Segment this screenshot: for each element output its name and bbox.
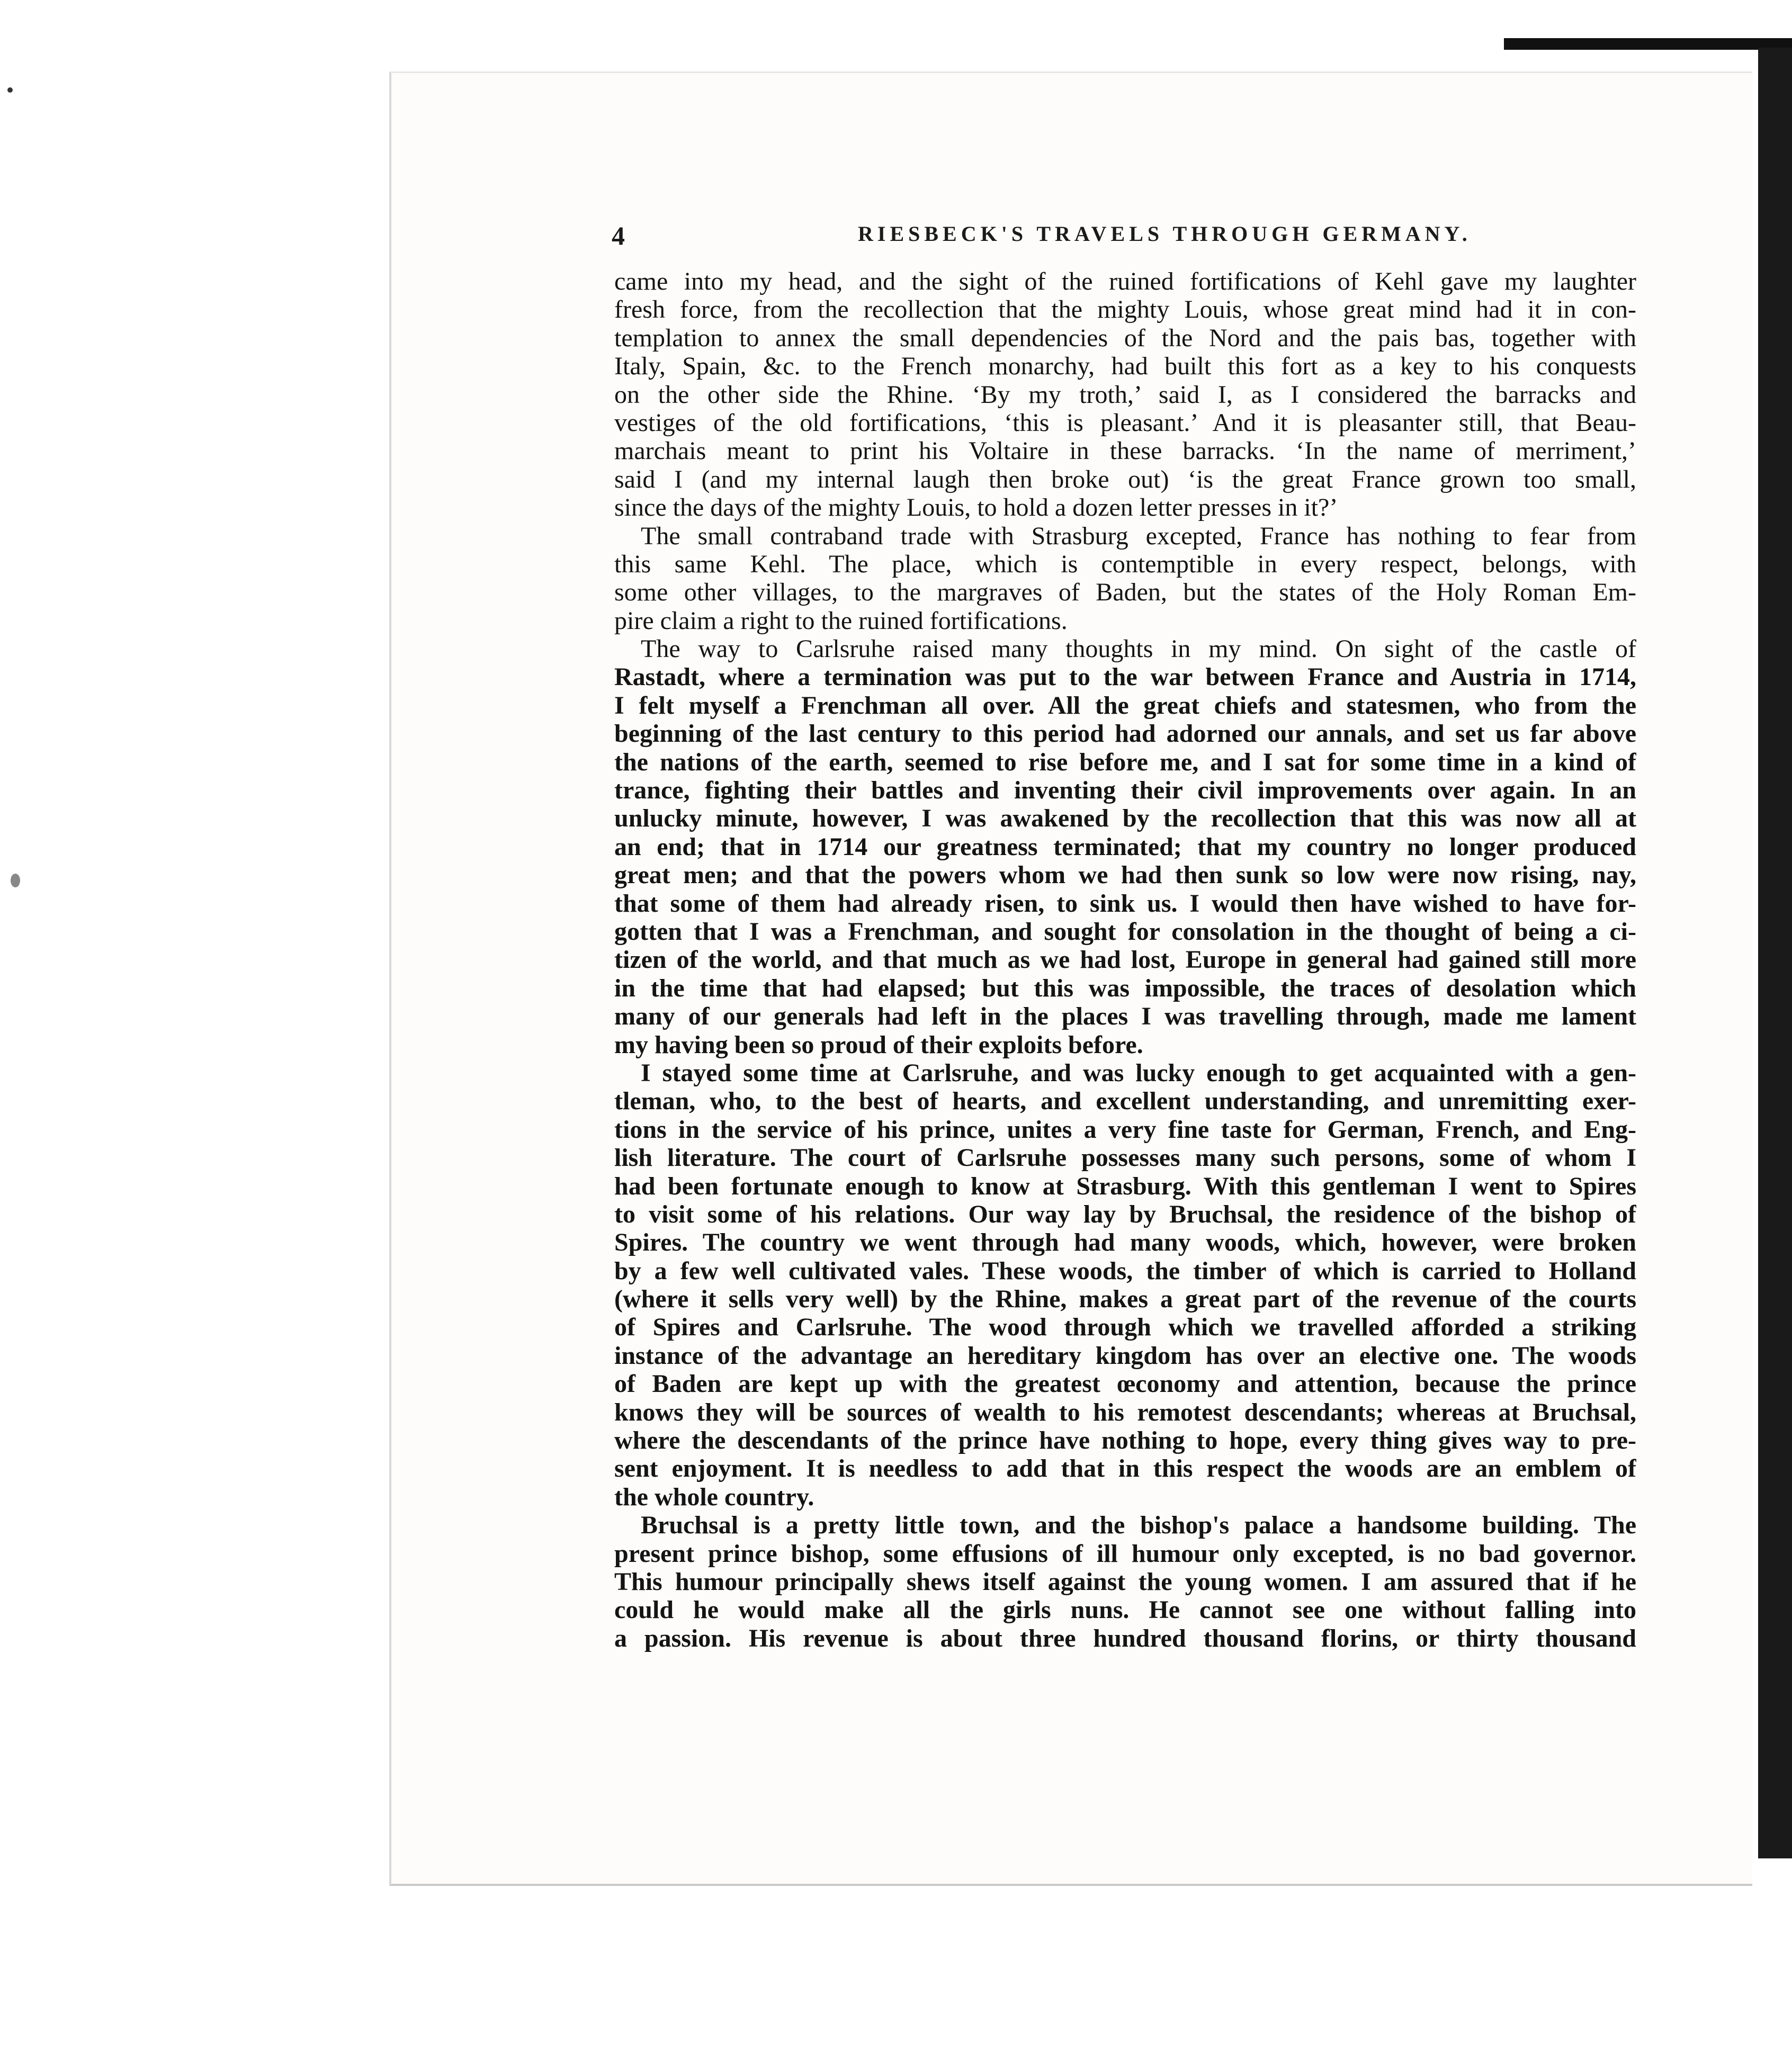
text-line: in the time that had elapsed; but this was impossible, the traces of desolation which <box>614 974 1636 1002</box>
text-line: came into my head, and the sight of the ruined fortifications of Kehl gave my laughter <box>614 267 1636 295</box>
text-line: of Baden are kept up with the greatest œconomy and attention, because the prince <box>614 1370 1636 1398</box>
text-line: fresh force, from the recollection that the mighty Louis, whose great mind had it in con- <box>614 295 1636 324</box>
text-line: Rastadt, where a termination was put to the war between France and Austria in 1714, <box>614 663 1636 691</box>
text-line: templation to annex the small dependencies of the Nord and the pais bas, together with <box>614 323 1636 352</box>
text-line: I stayed some time at Carlsruhe, and was lucky enough to get acquainted with a gen- <box>641 1058 1636 1087</box>
text-line: had been fortunate enough to know at Strasburg. With this gentleman I went to Spires <box>614 1172 1636 1200</box>
page-header <box>612 217 1644 254</box>
text-line: sent enjoyment. It is needless to add that in this respect the woods are an emblem of <box>614 1454 1636 1483</box>
text-line: The small contraband trade with Strasburg excepted, France has nothing to fear from <box>641 522 1636 550</box>
text-line: to visit some of his relations. Our way lay by Bruchsal, the residence of the bishop of <box>614 1200 1636 1228</box>
text-line: unlucky minute, however, I was awakened by the recollection that this was now all at <box>614 804 1636 833</box>
text-line: Bruchsal is a pretty little town, and the bishop's palace a handsome building. The <box>641 1511 1636 1540</box>
text-line: beginning of the last century to this period had adorned our annals, and set us far above <box>614 720 1636 748</box>
text-line: since the days of the mighty Louis, to hold a dozen letter presses in it?’ <box>614 493 1338 522</box>
text-line: of Spires and Carlsruhe. The wood through which we travelled afforded a striking <box>614 1313 1636 1342</box>
text-line: This humour principally shews itself against the young women. I am assured that if he <box>614 1567 1636 1596</box>
text-line: where the descendants of the prince have nothing to hope, every thing gives way to pre- <box>614 1426 1636 1455</box>
text-line: instance of the advantage an hereditary kingdom has over an elective one. The woods <box>614 1341 1636 1370</box>
text-line: I felt myself a Frenchman all over. All the great chiefs and statesmen, who from the <box>614 691 1636 720</box>
body-text <box>614 267 1636 1652</box>
text-line: tions in the service of his prince, unites a very fine taste for German, French, and Eng- <box>614 1115 1636 1144</box>
text-line: an end; that in 1714 our greatness terminated; that my country no longer produced <box>614 832 1636 861</box>
text-line: some other villages, to the margraves of Baden, but the states of the Holy Roman Em- <box>614 578 1636 607</box>
text-line: trance, fighting their battles and inventing their civil improvements over again. In an <box>614 776 1636 805</box>
text-line: tleman, who, to the best of hearts, and excellent understanding, and unremitting exer- <box>614 1087 1636 1116</box>
text-line: said I (and my internal laugh then broke out) ‘is the great France grown too small, <box>614 465 1636 493</box>
text-line: could he would make all the girls nuns. He cannot see one without falling into <box>614 1596 1636 1624</box>
text-line: the nations of the earth, seemed to rise before me, and I sat for some time in a kind of <box>614 748 1636 776</box>
text-line: gotten that I was a Frenchman, and sought for consolation in the thought of being a ci- <box>614 917 1636 946</box>
text-line: The way to Carlsruhe raised many thoughts in my mind. On sight of the castle of <box>641 635 1636 663</box>
text-line: on the other side the Rhine. ‘By my troth,’ said I, as I considered the barracks and <box>614 380 1636 409</box>
text-line: Spires. The country we went through had many woods, which, however, were broken <box>614 1228 1636 1257</box>
book-spine-shadow <box>1504 38 1792 50</box>
text-line: many of our generals had left in the places I was travelling through, made me lament <box>614 1002 1636 1031</box>
text-line: pire claim a right to the ruined fortifications. <box>614 606 1068 635</box>
text-line: tizen of the world, and that much as we had lost, Europe in general had gained still more <box>614 946 1636 974</box>
text-line: by a few well cultivated vales. These woods, the timber of which is carried to Holland <box>614 1256 1636 1285</box>
scan-speck <box>7 87 13 93</box>
running-head: RIESBECK'S TRAVELS THROUGH GERMANY. <box>858 222 1472 246</box>
text-line: knows they will be sources of wealth to his remotest descendants; whereas at Bruchsal, <box>614 1398 1636 1426</box>
text-line: great men; and that the powers whom we had then sunk so low were now rising, nay, <box>614 861 1636 889</box>
text-line: lish literature. The court of Carlsruhe possesses many such persons, some of whom I <box>614 1144 1636 1172</box>
text-line: (where it sells very well) by the Rhine, makes a great part of the revenue of the courts <box>614 1285 1636 1314</box>
book-edge-shadow <box>1758 48 1792 1858</box>
text-line: vestiges of the old fortifications, ‘this is pleasant.’ And it is pleasanter still, that Beau- <box>614 408 1636 437</box>
text-line: present prince bishop, some effusions of ill humour only excepted, is no bad governor. <box>614 1539 1636 1568</box>
text-line: that some of them had already risen, to sink us. I would then have wished to have for- <box>614 889 1636 918</box>
page-number: 4 <box>612 221 625 250</box>
text-line: my having been so proud of their exploits before. <box>614 1030 1143 1059</box>
text-line: this same Kehl. The place, which is contemptible in every respect, belongs, with <box>614 550 1636 578</box>
text-line: Italy, Spain, &c. to the French monarchy, had built this fort as a key to his conquests <box>614 352 1636 381</box>
text-line: marchais meant to print his Voltaire in these barracks. ‘In the name of merriment,’ <box>614 437 1636 465</box>
scan-speck <box>11 874 20 887</box>
text-line: a passion. His revenue is about three hundred thousand florins, or thirty thousand <box>614 1624 1636 1652</box>
text-line: the whole country. <box>614 1482 814 1511</box>
